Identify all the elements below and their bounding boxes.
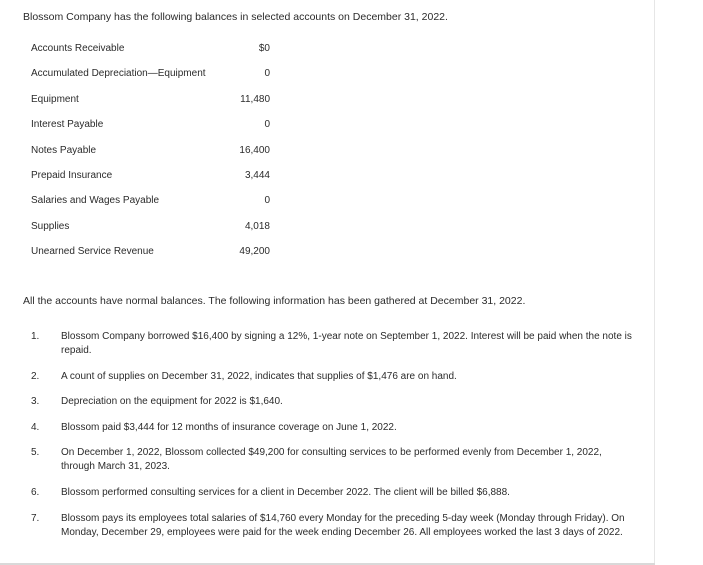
- account-balance: 3,444: [244, 169, 270, 181]
- item-number: 5.: [31, 447, 40, 458]
- account-balance: 0: [264, 195, 270, 207]
- account-name: Unearned Service Revenue: [31, 246, 154, 258]
- item-number: 2.: [31, 371, 40, 382]
- item-number: 4.: [31, 422, 40, 433]
- intro-text: Blossom Company has the following balances in selected accounts on December 31, 2022.: [23, 11, 448, 23]
- account-name: Accumulated Depreciation—Equipment: [31, 68, 206, 80]
- account-name: Salaries and Wages Payable: [31, 195, 160, 207]
- account-balance: 0: [264, 119, 270, 131]
- item-text: Blossom pays its employees total salaries of $14,760 every Monday for the preceding 5-day week (Monday through Friday). On Monday, December 29, employees were paid for the week ending December 26. All employees worked the last 3 days of 2022.: [61, 513, 625, 538]
- account-name: Accounts Receivable: [31, 43, 125, 54]
- item-number: 6.: [31, 487, 40, 498]
- item-number: 1.: [31, 331, 40, 342]
- account-name: Supplies: [31, 220, 70, 232]
- normal-balances-note: All the accounts have normal balances. The following information has been gathered at December 31, 2022.: [23, 295, 526, 307]
- account-name: Equipment: [31, 93, 79, 105]
- item-text: Blossom Company borrowed $16,400 by signing a 12%, 1-year note on September 1, 2022. Interest will be paid when the note is repaid.: [61, 331, 632, 356]
- item-number: 7.: [31, 513, 40, 524]
- item-text: Blossom performed consulting services for a client in December 2022. The client will be billed $6,888.: [61, 487, 510, 498]
- account-balance: 16,400: [239, 144, 270, 156]
- item-text: Blossom paid $3,444 for 12 months of insurance coverage on June 1, 2022.: [61, 422, 397, 433]
- account-balance: 11,480: [240, 93, 270, 105]
- item-text: A count of supplies on December 31, 2022, indicates that supplies of $1,476 are on hand.: [61, 371, 457, 382]
- account-balance: $0: [258, 43, 270, 54]
- account-name: Interest Payable: [31, 119, 104, 131]
- account-name: Notes Payable: [31, 144, 97, 156]
- item-text: Depreciation on the equipment for 2022 is $1,640.: [61, 396, 283, 407]
- account-name: Prepaid Insurance: [31, 169, 113, 181]
- account-balance: 49,200: [239, 246, 270, 258]
- account-balance: 4,018: [244, 220, 270, 232]
- item-number: 3.: [31, 396, 40, 407]
- item-text: On December 1, 2022, Blossom collected $49,200 for consulting services to be performed evenly from December 1, 2022, through March 31, 2023.: [61, 447, 602, 472]
- account-balance: 0: [264, 68, 270, 80]
